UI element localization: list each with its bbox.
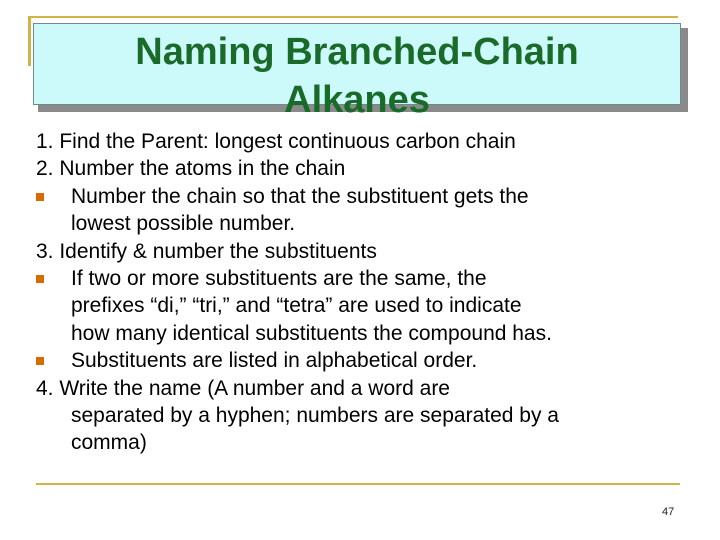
bullet-3 — [36, 347, 696, 374]
square-bullet-icon — [36, 357, 44, 365]
bullet-2-line2: prefixes “di,” “tri,” and “tetra” are used to indicate — [71, 294, 522, 318]
slide-body — [36, 128, 696, 457]
step-2: 2. Number the atoms in the chain — [36, 157, 346, 181]
top-decorative-line — [28, 16, 678, 18]
bullet-1-line2: lowest possible number. — [71, 212, 296, 236]
bullet-3-line1: Substituents are listed in alphabetical order. — [71, 349, 478, 373]
slide-title-line1: Naming Branched-Chain — [135, 31, 579, 73]
bullet-1 — [36, 183, 696, 210]
page-number: 47 — [662, 506, 675, 518]
step-3: 3. Identify & number the substituents — [36, 239, 377, 263]
bottom-decorative-line — [36, 483, 680, 485]
step-1: 1. Find the Parent: longest continuous carbon chain — [36, 130, 516, 153]
slide-title-line2: Alkanes — [284, 79, 430, 121]
step-4: 4. Write the name (A number and a word are — [36, 376, 450, 400]
bullet-2-line1: If two or more substituents are the same, the — [71, 267, 487, 291]
left-decorative-bar — [28, 16, 31, 66]
bullet-2-line3: how many identical substituents the compound has. — [71, 321, 552, 345]
square-bullet-icon — [36, 275, 44, 283]
step-4-line2: separated by a hyphen; numbers are separated by a — [71, 404, 559, 428]
bullet-2 — [36, 265, 696, 292]
bullet-1-line1: Number the chain so that the substituent gets the — [71, 184, 529, 208]
square-bullet-icon — [36, 193, 44, 201]
slide-title — [33, 28, 681, 124]
step-4-line3: comma) — [71, 431, 147, 455]
